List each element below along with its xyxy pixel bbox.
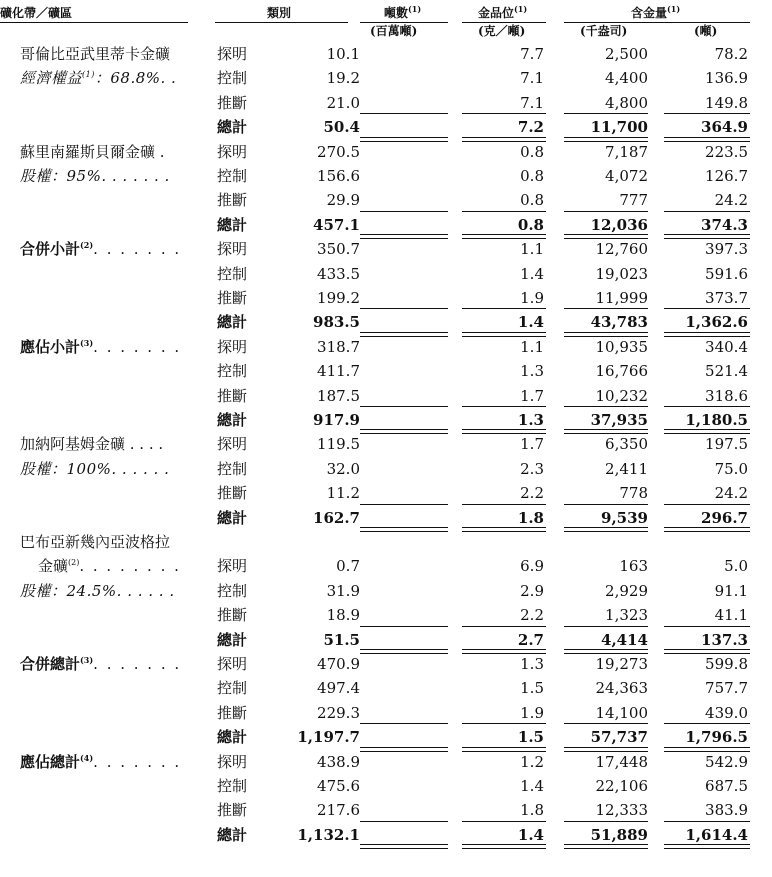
contained-koz-cell: 19,273	[595, 655, 648, 673]
category-cell: 推斷	[217, 703, 248, 722]
header-rule	[215, 22, 348, 23]
group-ownership	[20, 66, 176, 90]
contained-koz-cell: 10,232	[595, 386, 648, 405]
contained-koz-cell: 4,800	[605, 93, 648, 112]
contained-tonnes-cell: 542.9	[705, 752, 748, 771]
table-row	[0, 432, 772, 456]
grade-cell: 2.7	[517, 630, 544, 649]
group-ownership-text: 經濟權益	[20, 69, 83, 88]
group-name-text: 應佔總計	[20, 752, 81, 771]
subtotal-rule	[360, 113, 448, 114]
subtotal-rule	[664, 406, 750, 407]
tonnage-cell: 32.0	[326, 459, 360, 478]
contained-koz-cell: 9,539	[601, 508, 648, 527]
category-cell: 控制	[217, 581, 248, 600]
table-row	[0, 164, 772, 188]
grade-cell: 1.4	[520, 777, 544, 795]
subtotal-rule	[664, 504, 750, 505]
category-cell: 探明	[217, 752, 248, 771]
contained-koz-cell: 19,023	[595, 264, 648, 283]
header-rule	[462, 22, 546, 23]
contained-koz-cell: 14,100	[595, 703, 648, 722]
grade-cell: 0.8	[517, 215, 544, 234]
category-cell: 推斷	[217, 386, 248, 405]
tonnage-cell: 162.7	[313, 508, 360, 527]
header-rule	[360, 22, 448, 23]
group-ownership-text: 股權：95%. . . . . . .	[20, 167, 170, 185]
contained-koz-cell: 22,106	[595, 777, 648, 795]
footnote-ref: (4)	[80, 752, 94, 763]
contained-koz-cell: 43,783	[590, 313, 648, 332]
grade-cell: 1.7	[520, 386, 544, 405]
subtotal-rule	[564, 626, 648, 627]
header-rule	[564, 22, 750, 23]
total-double-rule	[462, 844, 546, 849]
tonnage-cell: 438.9	[317, 752, 360, 771]
contained-tonnes-cell: 91.1	[714, 581, 748, 600]
contained-tonnes-cell: 197.5	[705, 435, 748, 454]
subtotal-rule	[360, 406, 448, 407]
table-row	[0, 286, 772, 310]
header-tonnage-unit: (百萬噸)	[370, 24, 418, 38]
subtotal-rule	[564, 821, 648, 822]
grade-cell: 1.5	[517, 728, 544, 747]
table-row	[0, 91, 772, 115]
group-name-text: 合併總計	[20, 655, 81, 673]
tonnage-cell: 318.7	[317, 337, 360, 356]
subtotal-rule	[360, 308, 448, 309]
group-name	[20, 335, 181, 359]
footnote-ref: (2)	[68, 558, 80, 568]
table-row	[0, 335, 772, 359]
subtotal-rule	[462, 406, 546, 407]
grade-cell: 0.8	[520, 142, 544, 161]
category-cell: 推斷	[217, 191, 248, 210]
contained-tonnes-cell: 75.0	[714, 459, 748, 478]
contained-koz-cell: 51,889	[590, 825, 648, 844]
group-title-row	[0, 530, 772, 554]
grade-cell: 1.4	[517, 313, 544, 332]
subtotal-rule	[664, 211, 750, 212]
table-row	[0, 188, 772, 212]
subtotal-rule	[664, 626, 750, 627]
subtotal-rule	[564, 723, 648, 724]
group-name: 巴布亞新幾內亞波格拉	[20, 533, 171, 551]
category-cell: 控制	[217, 679, 248, 698]
contained-tonnes-cell: 397.3	[705, 240, 748, 259]
contained-koz-cell: 24,363	[595, 679, 648, 698]
header-grade: 金品位$^{(1)}$	[478, 4, 528, 20]
contained-koz-cell: 4,400	[605, 69, 648, 88]
group-name	[20, 140, 165, 164]
table-row	[0, 579, 772, 603]
tonnage-cell: 270.5	[317, 142, 360, 161]
contained-tonnes-cell: 1,180.5	[685, 411, 748, 429]
grade-cell: 2.9	[520, 581, 544, 600]
subtotal-rule	[462, 626, 546, 627]
group-name	[20, 42, 170, 66]
contained-koz-cell: 163	[619, 557, 648, 576]
category-cell: 推斷	[217, 484, 248, 503]
total-double-rule	[360, 844, 448, 849]
category-cell: 推斷	[217, 801, 248, 820]
tonnage-cell: 983.5	[313, 313, 360, 332]
grade-cell: 7.7	[520, 45, 544, 63]
tonnage-cell: 29.9	[326, 191, 360, 210]
header-rule	[0, 22, 188, 23]
table-row	[0, 652, 772, 676]
tonnage-cell: 18.9	[326, 606, 360, 625]
contained-koz-cell: 1,323	[605, 606, 648, 625]
category-cell: 探明	[217, 655, 248, 673]
leader-dots: . . . . . . .	[93, 655, 182, 673]
contained-tonnes-cell: 1,796.5	[685, 728, 748, 747]
category-cell: 控制	[217, 777, 248, 795]
table-row	[0, 66, 772, 90]
grade-cell: 7.1	[520, 93, 544, 112]
tonnage-cell: 1,197.7	[297, 728, 360, 747]
category-cell: 控制	[217, 264, 248, 283]
contained-koz-cell: 37,935	[590, 411, 648, 429]
tonnage-cell: 187.5	[317, 386, 360, 405]
tonnage-cell: 411.7	[317, 362, 360, 381]
leader-dots: . . . . . . .	[93, 240, 182, 259]
tonnage-cell: 0.7	[336, 557, 360, 576]
footnote-ref: (1)	[82, 70, 95, 80]
table-row	[0, 554, 772, 578]
header-tonnes-unit: (噸)	[694, 24, 718, 38]
table-row	[0, 262, 772, 286]
grade-cell: 7.2	[517, 118, 544, 137]
subtotal-rule	[564, 113, 648, 114]
tonnage-cell: 11.2	[326, 484, 360, 503]
tonnage-cell: 475.6	[317, 777, 360, 795]
table-row	[0, 774, 772, 798]
group-ownership	[20, 457, 169, 481]
tonnage-cell: 10.1	[326, 45, 360, 63]
subtotal-rule	[664, 821, 750, 822]
header-grade-unit: (克／噸)	[478, 24, 526, 38]
contained-koz-cell: 10,935	[595, 337, 648, 356]
contained-tonnes-cell: 757.7	[705, 679, 748, 698]
group-name-text: 蘇里南羅斯貝爾金礦 .	[20, 142, 165, 161]
footnote-ref: (3)	[80, 337, 94, 348]
category-cell: 推斷	[217, 606, 248, 625]
grade-cell: 1.4	[517, 825, 544, 844]
group-ownership-value: ：68.8%. .	[94, 69, 177, 88]
category-cell: 探明	[217, 337, 248, 356]
contained-tonnes-cell: 687.5	[705, 777, 748, 795]
contained-koz-cell: 6,350	[605, 435, 648, 454]
leader-dots: . . . . . . .	[93, 752, 182, 771]
tonnage-cell: 497.4	[317, 679, 360, 698]
contained-koz-cell: 2,411	[605, 459, 648, 478]
group-ownership-text: 股權：100%. . . . . .	[20, 459, 170, 478]
tonnage-cell: 50.4	[323, 118, 360, 137]
contained-tonnes-cell: 223.5	[705, 142, 748, 161]
header-tonnage: 噸數$^{(1)}$	[384, 4, 422, 20]
leader-dots: . . . . . . .	[93, 337, 182, 356]
group-ownership	[20, 164, 170, 188]
grade-cell: 1.1	[520, 337, 544, 356]
table-row	[0, 676, 772, 700]
category-cell: 總計	[217, 825, 248, 844]
contained-koz-cell: 777	[619, 191, 648, 210]
subtotal-rule	[564, 504, 648, 505]
grade-cell: 2.3	[520, 459, 544, 478]
tonnage-cell: 31.9	[326, 581, 360, 600]
grade-cell: 1.8	[517, 508, 544, 527]
table-row	[0, 603, 772, 627]
category-cell: 探明	[217, 142, 248, 161]
contained-koz-cell: 2,929	[605, 581, 648, 600]
tonnage-cell: 119.5	[317, 435, 360, 454]
header-oz-unit: (千盎司)	[580, 24, 628, 38]
tonnage-cell: 21.0	[326, 93, 360, 112]
subtotal-rule	[360, 723, 448, 724]
subtotal-rule	[462, 308, 546, 309]
contained-tonnes-cell: 136.9	[705, 69, 748, 88]
table-row	[0, 750, 772, 774]
contained-tonnes-cell: 318.6	[705, 386, 748, 405]
category-cell: 總計	[217, 630, 248, 649]
group-ownership: 股權：24.5%. . . . . .	[20, 581, 175, 600]
contained-koz-cell: 7,187	[605, 142, 648, 161]
total-double-rule	[664, 844, 750, 849]
group-name	[20, 432, 163, 456]
contained-tonnes-cell: 374.3	[701, 215, 748, 234]
header-category: 類別	[267, 6, 292, 20]
category-cell: 控制	[217, 69, 248, 88]
contained-koz-cell: 11,999	[595, 289, 648, 307]
subtotal-rule	[462, 113, 546, 114]
subtotal-rule	[664, 113, 750, 114]
subtotal-rule	[360, 821, 448, 822]
subtotal-rule	[360, 626, 448, 627]
group-name	[20, 237, 181, 261]
grade-cell: 1.8	[520, 801, 544, 820]
category-cell: 探明	[217, 435, 248, 454]
table-row	[0, 798, 772, 822]
subtotal-rule	[360, 504, 448, 505]
contained-tonnes-cell: 373.7	[705, 289, 748, 307]
table-row	[0, 237, 772, 261]
group-name-text: 金礦	[38, 557, 69, 576]
subtotal-rule	[564, 406, 648, 407]
group-name-text: 應佔小計	[20, 337, 81, 356]
contained-tonnes-cell: 24.2	[714, 191, 748, 210]
contained-tonnes-cell: 1,362.6	[685, 313, 748, 332]
grade-cell: 1.3	[520, 362, 544, 381]
category-cell: 探明	[217, 240, 248, 259]
contained-koz-cell: 12,036	[590, 215, 648, 234]
header-zone: 礦化帶／礦區	[0, 6, 73, 20]
contained-tonnes-cell: 340.4	[705, 337, 748, 356]
grade-cell: 1.1	[520, 240, 544, 259]
grade-cell: 0.8	[520, 191, 544, 210]
grade-cell: 0.8	[520, 167, 544, 185]
tonnage-cell: 433.5	[317, 264, 360, 283]
footnote-ref: (2)	[80, 240, 94, 251]
tonnage-cell: 199.2	[317, 289, 360, 307]
tonnage-cell: 917.9	[313, 411, 360, 429]
table-row	[0, 481, 772, 505]
tonnage-cell: 470.9	[317, 655, 360, 673]
grade-cell: 7.1	[520, 69, 544, 88]
contained-koz-cell: 4,414	[601, 630, 648, 649]
contained-koz-cell: 778	[619, 484, 648, 503]
contained-koz-cell: 16,766	[595, 362, 648, 381]
contained-tonnes-cell: 439.0	[705, 703, 748, 722]
group-name-text: 加納阿基姆金礦 . . . .	[20, 435, 164, 454]
category-cell: 探明	[217, 45, 248, 63]
contained-tonnes-cell: 521.4	[705, 362, 748, 381]
grade-cell: 1.9	[520, 289, 544, 307]
tonnage-cell: 19.2	[326, 69, 360, 88]
table-row	[0, 701, 772, 725]
subtotal-rule	[462, 211, 546, 212]
group-name	[20, 750, 181, 774]
grade-cell: 2.2	[520, 606, 544, 625]
category-cell: 控制	[217, 362, 248, 381]
grade-cell: 1.7	[520, 435, 544, 454]
table-row	[0, 457, 772, 481]
subtotal-rule	[564, 308, 648, 309]
contained-koz-cell: 12,333	[595, 801, 648, 820]
subtotal-rule	[664, 308, 750, 309]
subtotal-rule	[360, 211, 448, 212]
tonnage-cell: 51.5	[323, 630, 360, 649]
header-contained-gold: 含金量$^{(1)}$	[631, 4, 681, 20]
grade-cell: 1.9	[520, 703, 544, 722]
contained-koz-cell: 2,500	[605, 45, 648, 63]
tonnage-cell: 229.3	[317, 703, 360, 722]
leader-dots: . . . . . . . .	[79, 557, 181, 576]
contained-tonnes-cell: 1,614.4	[685, 825, 748, 844]
tonnage-cell: 457.1	[313, 215, 360, 234]
subtotal-rule	[462, 821, 546, 822]
category-cell: 總計	[217, 118, 248, 137]
contained-tonnes-cell: 383.9	[705, 801, 748, 820]
tonnage-cell: 1,132.1	[297, 825, 360, 844]
grade-cell: 1.3	[520, 655, 544, 673]
table-row	[0, 384, 772, 408]
table-row	[0, 359, 772, 383]
contained-koz-cell: 17,448	[595, 752, 648, 771]
grade-cell: 1.3	[517, 411, 544, 429]
contained-tonnes-cell: 591.6	[705, 264, 748, 283]
contained-tonnes-cell: 126.7	[705, 167, 748, 185]
subtotal-rule	[462, 504, 546, 505]
grade-cell: 1.5	[520, 679, 544, 698]
category-cell: 控制	[217, 459, 248, 478]
grade-cell: 1.2	[520, 752, 544, 771]
category-cell: 總計	[217, 313, 248, 332]
contained-tonnes-cell: 137.3	[701, 630, 748, 649]
contained-tonnes-cell: 364.9	[701, 118, 748, 137]
subtotal-rule	[564, 211, 648, 212]
contained-koz-cell: 12,760	[595, 240, 648, 259]
contained-tonnes-cell: 78.2	[714, 45, 748, 63]
contained-tonnes-cell: 149.8	[705, 93, 748, 112]
contained-tonnes-cell: 599.8	[705, 655, 748, 673]
group-name	[20, 652, 181, 676]
category-cell: 總計	[217, 508, 248, 527]
contained-koz-cell: 11,700	[590, 118, 648, 137]
category-cell: 總計	[217, 215, 248, 234]
table-row	[0, 42, 772, 66]
grade-cell: 1.4	[520, 264, 544, 283]
contained-tonnes-cell: 41.1	[714, 606, 748, 625]
contained-tonnes-cell: 5.0	[724, 557, 748, 576]
group-name	[38, 554, 181, 578]
footnote-ref: (3)	[80, 655, 94, 665]
tonnage-cell: 156.6	[317, 167, 360, 185]
contained-koz-cell: 4,072	[605, 167, 648, 185]
grade-cell: 2.2	[520, 484, 544, 503]
contained-tonnes-cell: 296.7	[701, 508, 748, 527]
contained-tonnes-cell: 24.2	[714, 484, 748, 503]
category-cell: 總計	[217, 728, 248, 747]
grade-cell: 6.9	[520, 557, 544, 576]
contained-koz-cell: 57,737	[590, 728, 648, 747]
category-cell: 控制	[217, 167, 248, 185]
category-cell: 探明	[217, 557, 248, 576]
group-name-text: 合併小計	[20, 240, 81, 259]
category-cell: 總計	[217, 411, 248, 429]
table-row	[0, 140, 772, 164]
tonnage-cell: 217.6	[317, 801, 360, 820]
group-name-text: 哥倫比亞武里蒂卡金礦	[20, 45, 171, 63]
tonnage-cell: 350.7	[317, 240, 360, 259]
subtotal-rule	[664, 723, 750, 724]
category-cell: 推斷	[217, 289, 248, 307]
subtotal-rule	[462, 723, 546, 724]
category-cell: 推斷	[217, 93, 248, 112]
total-double-rule	[564, 844, 648, 849]
